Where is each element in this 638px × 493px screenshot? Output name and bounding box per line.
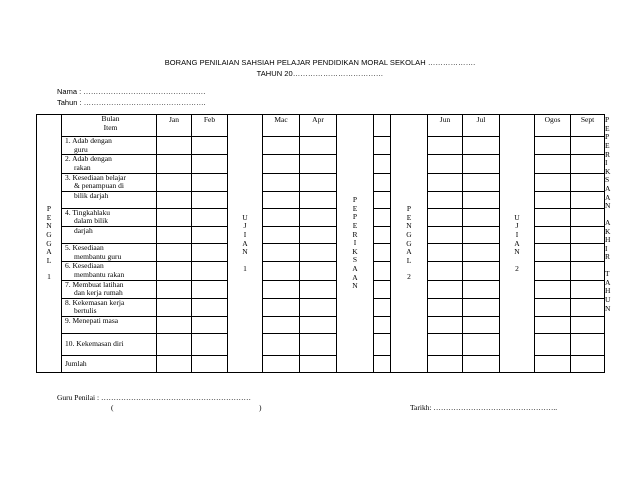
score-cell[interactable] (428, 262, 463, 280)
score-cell[interactable] (263, 334, 300, 356)
item-text: 10. Kekemasan diri (65, 339, 124, 349)
score-cell[interactable] (428, 208, 463, 226)
score-cell[interactable] (463, 137, 500, 155)
item-text: & penampuan di (74, 181, 124, 191)
paren-open: ( (111, 403, 114, 412)
score-cell[interactable] (428, 191, 463, 208)
score-cell[interactable] (463, 298, 500, 316)
score-cell[interactable] (157, 137, 192, 155)
month-header: Feb (192, 115, 228, 137)
score-cell[interactable] (157, 191, 192, 208)
score-cell[interactable] (535, 173, 571, 191)
table-row: P E N G G A L 1 Bulan Item Jan Feb U J I A N 1 Mac Apr P E P E R I K S A A N P E N G G A L 2 Jun Jul U J I A N 2 Ogos Sept P E P E R I K S A A N A K H I R T A H U N (37, 115, 605, 137)
item-cell (62, 191, 157, 208)
item-text: darjah (74, 226, 93, 235)
pengenal-2-column (391, 115, 428, 373)
guru-penilai-field: Guru Penilai : …………………………………………………… (57, 393, 251, 402)
score-cell[interactable] (535, 317, 571, 334)
score-cell[interactable] (300, 334, 337, 356)
pengenal-2-column-letter: P (406, 204, 412, 213)
score-cell[interactable] (463, 317, 500, 334)
pengenal-2-column-number: 2 (407, 272, 411, 282)
score-cell[interactable] (428, 356, 463, 373)
score-cell[interactable] (374, 227, 391, 244)
score-cell[interactable] (374, 173, 391, 191)
score-cell[interactable] (192, 280, 228, 298)
score-cell[interactable] (263, 356, 300, 373)
score-cell[interactable] (374, 244, 391, 262)
score-cell[interactable] (263, 227, 300, 244)
ujian-1-column (228, 115, 263, 373)
jumlah-cell: Jumlah (62, 356, 157, 373)
score-cell[interactable] (192, 334, 228, 356)
item-text: bilik darjah (74, 190, 109, 200)
item-label: Item (103, 122, 118, 132)
score-cell[interactable] (157, 227, 192, 244)
item-text: 5. Kesediaan (65, 243, 104, 252)
bulan-label: Bulan (101, 114, 120, 123)
score-cell[interactable] (374, 356, 391, 373)
score-cell[interactable] (263, 191, 300, 208)
score-cell[interactable] (571, 137, 605, 155)
score-cell[interactable] (300, 155, 337, 173)
score-cell[interactable] (463, 173, 500, 191)
score-cell[interactable] (571, 262, 605, 280)
item-cell (62, 298, 157, 316)
score-cell[interactable] (300, 244, 337, 262)
score-cell[interactable] (535, 356, 571, 373)
score-cell[interactable] (535, 227, 571, 244)
ujian-2-column-letter: I (515, 229, 519, 239)
score-cell[interactable] (571, 173, 605, 191)
item-text: 3. Kesediaan belajar (65, 172, 127, 182)
peperiksaan-column-letter: E (352, 220, 358, 230)
score-cell[interactable] (192, 208, 228, 226)
item-text: bertulis (74, 306, 97, 316)
score-cell[interactable] (463, 191, 500, 208)
month-header: Jul (463, 115, 500, 137)
score-cell[interactable] (192, 227, 228, 244)
ujian-1-column-letter: N (242, 247, 248, 257)
score-cell[interactable] (535, 208, 571, 226)
score-cell[interactable] (428, 155, 463, 173)
pengenal-1-column-letter: G (46, 229, 52, 239)
pengenal-2-column-letter: L (406, 255, 412, 265)
pengenal-2-column-letter: G (406, 238, 412, 248)
pengenal-1-column-letter: L (46, 255, 52, 265)
score-cell[interactable] (428, 244, 463, 262)
score-cell[interactable] (157, 317, 192, 334)
peperiksaan-column-letter: P (352, 195, 358, 205)
item-text: 4. Tingkahlaku (65, 207, 111, 217)
score-cell[interactable] (157, 173, 192, 191)
score-cell[interactable] (192, 191, 228, 208)
ujian-2-column-number: 2 (515, 263, 519, 273)
score-cell[interactable] (263, 280, 300, 298)
month-header: Mac (263, 115, 300, 137)
month-header: Ogos (535, 115, 571, 137)
item-text: 9. Menepati masa (65, 316, 119, 325)
score-cell[interactable] (463, 334, 500, 356)
pengenal-1-column-letter: G (46, 238, 52, 248)
score-cell[interactable] (428, 173, 463, 191)
item-cell (62, 317, 157, 334)
score-cell[interactable] (374, 280, 391, 298)
score-cell[interactable] (263, 173, 300, 191)
score-cell[interactable] (263, 317, 300, 334)
score-cell[interactable] (374, 208, 391, 226)
score-cell[interactable] (192, 298, 228, 316)
score-cell[interactable] (428, 334, 463, 356)
tarikh-field: Tarikh: ………………………………………….. (410, 403, 558, 412)
score-cell[interactable] (463, 208, 500, 226)
score-cell[interactable] (157, 334, 192, 356)
score-cell[interactable] (374, 191, 391, 208)
item-text: 1. Adab dengan (65, 136, 112, 145)
score-cell[interactable] (157, 244, 192, 262)
score-cell[interactable] (463, 227, 500, 244)
score-cell[interactable] (192, 137, 228, 155)
score-cell[interactable] (535, 262, 571, 280)
peperiksaan-column (337, 115, 374, 373)
score-cell[interactable] (571, 227, 605, 244)
score-cell[interactable] (192, 262, 228, 280)
score-cell[interactable] (300, 137, 337, 155)
score-cell[interactable] (571, 208, 605, 226)
score-cell[interactable] (300, 280, 337, 298)
score-cell[interactable] (571, 244, 605, 262)
ujian-1-column-letter: U (242, 212, 248, 222)
score-cell[interactable] (535, 334, 571, 356)
score-cell[interactable] (300, 173, 337, 191)
score-cell[interactable] (428, 317, 463, 334)
score-cell[interactable] (463, 262, 500, 280)
peperiksaan-column-letter: A (352, 264, 358, 274)
score-cell[interactable] (535, 244, 571, 262)
ujian-2-column-letter: U (514, 212, 520, 222)
peperiksaan-column-letter: N (352, 281, 358, 291)
score-cell[interactable] (300, 262, 337, 280)
score-cell[interactable] (535, 298, 571, 316)
paren-close: ) (259, 403, 262, 412)
peperiksaan-column-letter: P (352, 212, 358, 222)
score-cell[interactable] (571, 334, 605, 356)
score-cell[interactable] (374, 334, 391, 356)
score-cell[interactable] (428, 280, 463, 298)
score-cell[interactable] (300, 208, 337, 226)
score-cell[interactable] (263, 244, 300, 262)
score-cell[interactable] (374, 317, 391, 334)
month-header: Jan (157, 115, 192, 137)
item-cell (62, 334, 157, 356)
score-cell[interactable] (571, 191, 605, 208)
score-cell[interactable] (463, 280, 500, 298)
score-cell[interactable] (300, 298, 337, 316)
ujian-1-column-letter: A (242, 238, 248, 248)
score-cell[interactable] (263, 155, 300, 173)
score-cell[interactable] (428, 137, 463, 155)
tahun-field: Tahun : …………………………………………. (57, 98, 206, 107)
score-cell[interactable] (535, 280, 571, 298)
form-title: BORANG PENILAIAN SAHSIAH PELAJAR PENDIDIKAN MORAL SEKOLAH ………………. (164, 58, 476, 67)
score-cell[interactable] (374, 137, 391, 155)
score-cell[interactable] (374, 115, 391, 137)
ujian-2-column-letter: J (515, 221, 519, 231)
score-cell[interactable] (535, 155, 571, 173)
ujian-2-column (500, 115, 535, 373)
form-year: TAHUN 20……………………………… (256, 69, 384, 78)
pengenal-1-column-letter: P (46, 204, 52, 213)
pengenal-1-column-letter: N (46, 221, 52, 231)
score-cell[interactable] (192, 244, 228, 262)
pengenal-2-column-letter: E (406, 212, 412, 222)
peperiksaan-column-letter: I (353, 238, 357, 248)
score-cell[interactable] (571, 155, 605, 173)
ujian-2-column-letter: A (514, 238, 520, 248)
score-cell[interactable] (263, 262, 300, 280)
score-cell[interactable] (192, 356, 228, 373)
item-text: 8. Kekemasan kerja (65, 297, 125, 307)
nama-field: Nama : …………………………………………. (57, 87, 206, 96)
item-text: membantu guru (74, 251, 122, 261)
peperiksaan-column-letter: S (352, 255, 358, 265)
score-cell[interactable] (300, 356, 337, 373)
pengenal-2-column-letter: G (406, 229, 412, 239)
pengenal-1-column-letter: A (46, 247, 52, 257)
month-header: Sept (571, 115, 605, 137)
ujian-1-column-letter: I (243, 229, 247, 239)
ujian-1-column-number: 1 (243, 263, 247, 273)
score-cell[interactable] (263, 137, 300, 155)
pengenal-1-column-number: 1 (47, 272, 51, 282)
score-cell[interactable] (571, 280, 605, 298)
score-cell[interactable] (157, 262, 192, 280)
item-cell (62, 155, 157, 173)
score-cell[interactable] (571, 298, 605, 316)
score-cell[interactable] (535, 191, 571, 208)
score-cell[interactable] (571, 356, 605, 373)
score-cell[interactable] (374, 262, 391, 280)
item-text: 6. Kesediaan (65, 261, 104, 271)
score-cell[interactable] (463, 244, 500, 262)
score-cell[interactable] (263, 208, 300, 226)
score-cell[interactable] (463, 155, 500, 173)
item-cell (62, 208, 157, 226)
score-cell[interactable] (300, 191, 337, 208)
ujian-2-column-letter: N (514, 247, 520, 257)
peperiksaan-column-letter: E (352, 203, 358, 213)
score-cell[interactable] (374, 155, 391, 173)
peperiksaan-column-letter: R (352, 229, 358, 239)
pengenal-2-column-letter: A (406, 247, 412, 257)
item-text: dalam bilik (74, 216, 108, 226)
score-cell[interactable] (192, 173, 228, 191)
item-text: membantu rakan (74, 269, 125, 279)
pengenal-1-column (37, 115, 62, 373)
score-cell[interactable] (157, 298, 192, 316)
item-cell (62, 244, 157, 262)
score-cell[interactable] (428, 227, 463, 244)
score-cell[interactable] (157, 356, 192, 373)
score-cell[interactable] (300, 317, 337, 334)
peperiksaan-column-letter: A (352, 272, 358, 282)
item-cell (62, 173, 157, 191)
score-cell[interactable] (157, 208, 192, 226)
pengenal-1-column-letter: E (46, 212, 52, 222)
month-header: Apr (300, 115, 337, 137)
score-cell[interactable] (192, 155, 228, 173)
item-text: guru (74, 144, 88, 154)
score-cell[interactable] (571, 317, 605, 334)
item-cell (62, 262, 157, 280)
ujian-1-column-letter: J (243, 221, 247, 231)
bulan-item-header (62, 115, 157, 137)
month-header: Jun (428, 115, 463, 137)
score-cell[interactable] (374, 298, 391, 316)
item-text: 2. Adab dengan (65, 154, 112, 164)
assessment-table (36, 114, 611, 373)
score-cell[interactable] (157, 280, 192, 298)
item-cell (62, 227, 157, 244)
score-cell[interactable] (157, 155, 192, 173)
score-cell[interactable] (428, 298, 463, 316)
score-cell[interactable] (263, 298, 300, 316)
item-cell (62, 280, 157, 298)
item-text: rakan (74, 162, 91, 172)
pengenal-2-column-letter: N (406, 221, 412, 231)
peperiksaan-column-letter: K (352, 246, 358, 256)
score-cell[interactable] (535, 137, 571, 155)
item-text: dan kerja rumah (74, 288, 123, 298)
score-cell[interactable] (463, 356, 500, 373)
item-cell (62, 137, 157, 155)
item-text: 7. Membuat latihan (65, 279, 124, 289)
score-cell[interactable] (300, 227, 337, 244)
score-cell[interactable] (192, 317, 228, 334)
